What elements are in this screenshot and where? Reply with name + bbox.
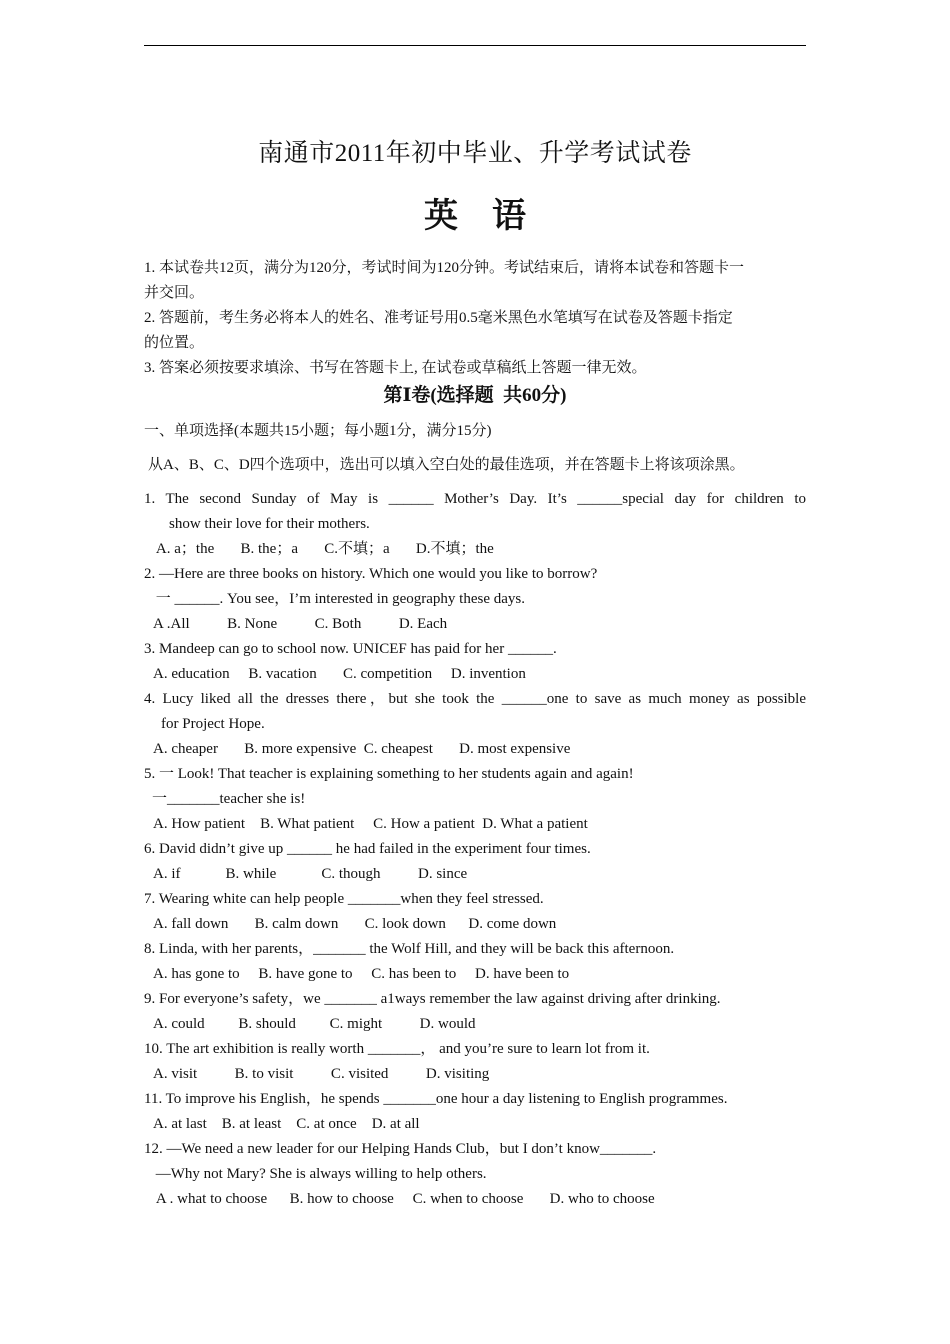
instruction-line: 1. 本试卷共12页，满分为120分，考试时间为120分钟。考试结束后，请将本试卷和答题卡一 xyxy=(144,260,745,276)
question-item xyxy=(144,887,806,937)
answer-options: A. fall down B. calm down C. look down D. come down xyxy=(153,916,557,932)
question-stem: 1. The second Sunday of May is ______ Mother’s Day. It’s ______special day for children to xyxy=(144,491,806,507)
answer-options: A . what to choose B. how to choose C. when to choose D. who to choose xyxy=(153,1191,655,1207)
dialog-line: 一_______teacher she is! xyxy=(152,791,306,807)
question-stem: 4. Lucy liked all the dresses there，but she took the ______one to save as much money as possible xyxy=(144,691,806,707)
instruction-line: 2. 答题前，考生务必将本人的姓名、准考证号用0.5毫米黑色水笔填写在试卷及答题卡指定 xyxy=(144,310,733,326)
answer-options: A. How patient B. What patient C. How a patient D. What a patient xyxy=(153,816,588,832)
part-heading: 一、单项选择(本题共15小题；每小题1分，满分15分) xyxy=(144,423,492,439)
question-list xyxy=(144,487,806,1212)
question-stem: 9. For everyone’s safety，we _______ a1ways remember the law against driving after drinking. xyxy=(144,991,721,1007)
question-stem: 11. To improve his English，he spends _______one hour a day listening to English programmes. xyxy=(144,1091,728,1107)
instruction-line: 的位置。 xyxy=(144,335,205,351)
instructions xyxy=(144,256,806,381)
dialog-line: —Why not Mary? She is always willing to help others. xyxy=(152,1166,487,1182)
section-title: 第Ⅰ卷(选择题 共60分) xyxy=(383,385,567,406)
question-item xyxy=(144,562,806,637)
question-stem-continued: for Project Hope. xyxy=(161,716,265,732)
answer-options: A. has gone to B. have gone to C. has been to D. have been to xyxy=(153,966,570,982)
answer-options: A. if B. while C. though D. since xyxy=(153,866,468,882)
question-stem: 12. —We need a new leader for our Helping Hands Club，but I don’t know_______. xyxy=(144,1141,657,1157)
answer-options: A. at last B. at least C. at once D. at all xyxy=(153,1116,420,1132)
answer-options: A. could B. should C. might D. would xyxy=(153,1016,476,1032)
answer-options: A. a；the B. the；a C.不填；a D.不填；the xyxy=(153,541,494,557)
instruction-line: 3. 答案必须按要求填涂、书写在答题卡上, 在试卷或草稿纸上答题一律无效。 xyxy=(144,360,647,376)
answer-options: A. education B. vacation C. competition D. invention xyxy=(153,666,526,682)
question-stem-continued: show their love for their mothers. xyxy=(169,516,370,532)
question-item xyxy=(144,1037,806,1087)
question-item xyxy=(144,687,806,762)
answer-options: A. visit B. to visit C. visited D. visiting xyxy=(153,1066,490,1082)
question-stem: 8. Linda, with her parents，_______ the Wolf Hill, and they will be back this afternoon. xyxy=(144,941,675,957)
dialog-line: 一 ______. You see，I’m interested in geography these days. xyxy=(152,591,525,607)
answer-options: A .All B. None C. Both D. Each xyxy=(153,616,448,632)
question-item xyxy=(144,937,806,987)
question-stem: 10. The art exhibition is really worth _______， and you’re sure to learn lot from it. xyxy=(144,1041,650,1057)
question-stem: 3. Mandeep can go to school now. UNICEF has paid for her ______. xyxy=(144,641,557,657)
question-item xyxy=(144,1087,806,1137)
answer-options: A. cheaper B. more expensive C. cheapest D. most expensive xyxy=(153,741,571,757)
question-item xyxy=(144,987,806,1037)
instruction-line: 并交回。 xyxy=(144,285,205,301)
subject-title: 英 语 xyxy=(424,198,526,235)
directions: 从A、B、C、D四个选项中，选出可以填入空白处的最佳选项，并在答题卡上将该项涂黑。 xyxy=(148,457,745,473)
question-item xyxy=(144,1137,806,1212)
question-stem: 7. Wearing white can help people _______when they feel stressed. xyxy=(144,891,544,907)
question-stem: 5. 一 Look! That teacher is explaining something to her students again and again! xyxy=(144,766,634,782)
question-stem: 2. —Here are three books on history. Which one would you like to borrow? xyxy=(144,566,598,582)
question-item xyxy=(144,762,806,837)
question-item xyxy=(144,637,806,687)
header-rule xyxy=(144,45,806,46)
question-stem: 6. David didn’t give up ______ he had failed in the experiment four times. xyxy=(144,841,591,857)
question-item xyxy=(144,837,806,887)
exam-title: 南通市2011年初中毕业、升学考试试卷 xyxy=(258,140,692,167)
question-item xyxy=(144,487,806,562)
